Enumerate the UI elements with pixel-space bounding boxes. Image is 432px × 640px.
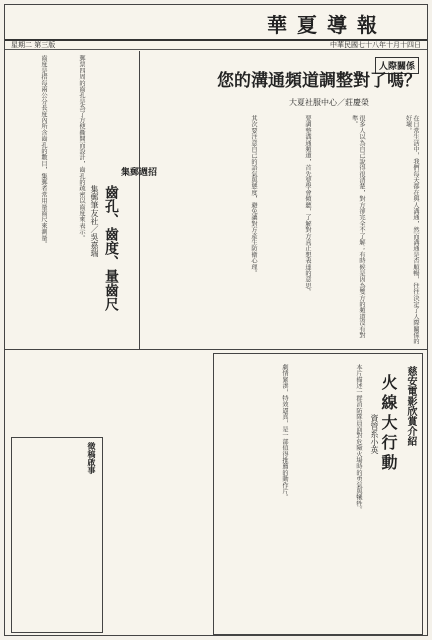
lead-paragraph: 很多人以為自己說得很清楚，對方卻完全不了解；有時候是因為雙方的頻道沒有對準。 xyxy=(350,115,365,339)
film-paragraph: 本片描述一群消防隊員面對危險火場時的勇氣與犧牲。 xyxy=(355,364,362,513)
lead-byline: 大夏社服中心／莊慶榮 xyxy=(289,98,369,107)
column-kicker: 集郵週招 xyxy=(121,168,158,178)
masthead xyxy=(5,5,427,41)
masthead-issue: 星期二 第三版 xyxy=(11,41,56,49)
column-paragraph: 齒度是指每兩公分長度內所含齒孔的數目，集郵者常用量齒尺來測量。 xyxy=(40,55,47,248)
ad-box xyxy=(11,437,103,633)
film-tag: 慈安電影欣賞介紹 xyxy=(405,366,416,446)
lead-paragraph: 其次要注意自己的語氣與態度，避免讓對方產生防衛心理。 xyxy=(250,115,257,277)
column-divider xyxy=(139,51,140,349)
film-title: 火線大行動 xyxy=(379,374,398,474)
newspaper-page xyxy=(4,4,428,636)
section-divider xyxy=(5,349,427,350)
ad-title: 徵稿啟事 xyxy=(87,442,97,474)
section-tag: 人際關係 xyxy=(375,57,419,74)
date-bar xyxy=(5,39,427,50)
masthead-date: 中華民國七十八年十月十四日 xyxy=(330,41,421,49)
film-review-box xyxy=(213,353,423,635)
lead-paragraph: 在日常生活中，我們每天都在與人溝通，然而溝通是否順暢，往往決定了人際關係的好壞。 xyxy=(404,115,419,345)
column-title: 齒孔、齒度、量齒尺 xyxy=(103,185,119,311)
lead-paragraph: 要調整溝通頻道，首先要學會傾聽，了解對方真正想表達的意思。 xyxy=(304,115,311,295)
lower-body-text xyxy=(109,355,205,631)
film-author: 資管系小英 xyxy=(370,414,379,454)
film-paragraph: 劇情緊湊，特效逼真，是一部值得推薦的動作片。 xyxy=(281,364,288,501)
column-author: 集郵筆友社／吳嘉瑞 xyxy=(90,185,99,257)
column-paragraph: 郵票四周的齒孔是為了方便撕開而設計，齒孔的疏密以齒度來表示。 xyxy=(78,55,85,241)
lead-headline: 您的溝通頻道調整對了嗎？ xyxy=(217,71,421,91)
masthead-title: 華夏導報 xyxy=(267,13,387,37)
